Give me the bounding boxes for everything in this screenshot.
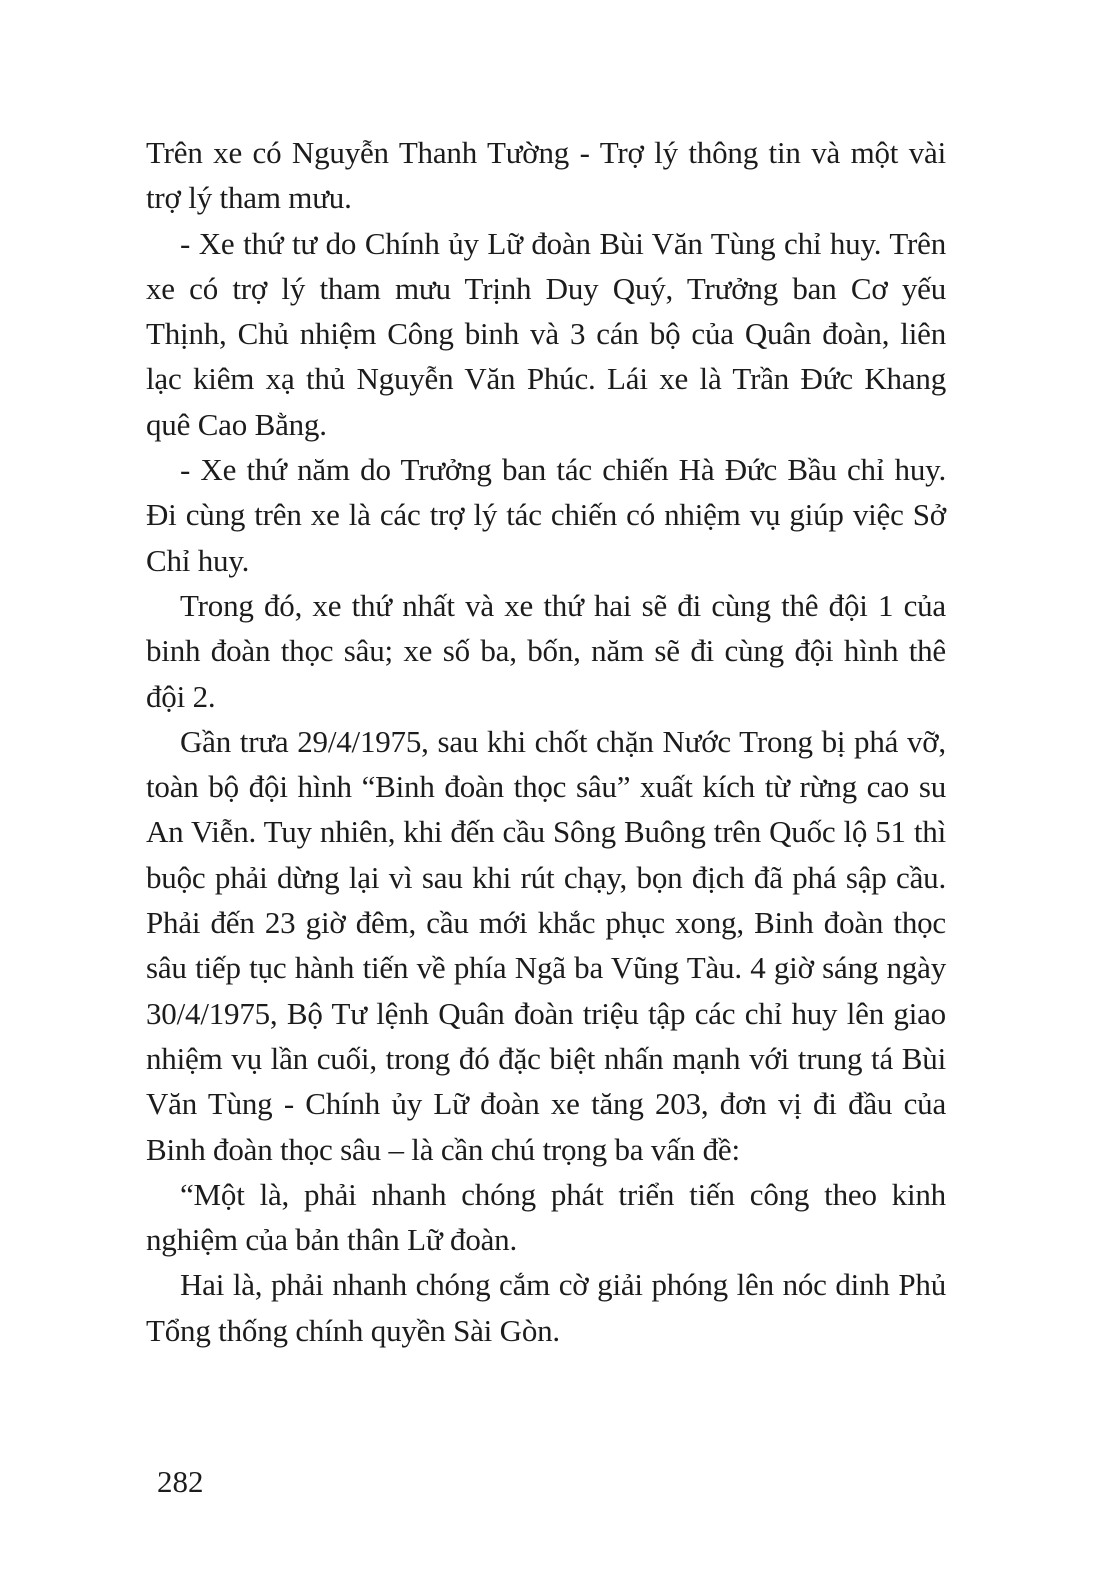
paragraph: - Xe thứ năm do Trưởng ban tác chiến Hà Đức Bầu chỉ huy. Đi cùng trên xe là các trợ lý tác chiến có nhiệm vụ giúp việc Sở Chỉ huy. xyxy=(146,452,946,578)
paragraph: Trên xe có Nguyễn Thanh Tường - Trợ lý thông tin và một vài trợ lý tham mưu. xyxy=(146,135,946,216)
paragraph: Gần trưa 29/4/1975, sau khi chốt chặn Nước Trong bị phá vỡ, toàn bộ đội hình “Binh đoàn thọc sâu” xuất kích từ rừng cao su An Viễn. Tuy nhiên, khi đến cầu Sông Buông trên Quốc lộ 51 thì buộc phải dừng lại vì sau khi rút chạy, bọn địch đã phá sập cầu. Phải đến 23 giờ đêm, cầu mới khắc phục xong, Binh đoàn thọc sâu tiếp tục hành tiến về phía Ngã ba Vũng Tàu. 4 giờ sáng ngày 30/4/1975, Bộ Tư lệnh Quân đoàn triệu tập các chỉ huy lên giao nhiệm vụ lần cuối, trong đó đặc biệt nhấn mạnh với trung tá Bùi Văn Tùng - Chính ủy Lữ đoàn xe tăng 203, đơn vị đi đầu của Binh đoàn thọc sâu – là cần chú trọng ba vấn đề: xyxy=(146,723,946,1167)
page-number: 282 xyxy=(157,1464,204,1499)
paragraph: - Xe thứ tư do Chính ủy Lữ đoàn Bùi Văn Tùng chỉ huy. Trên xe có trợ lý tham mưu Trịnh Duy Quý, Trưởng ban Cơ yếu Thịnh, Chủ nhiệm Công binh và 3 cán bộ của Quân đoàn, liên lạc kiêm xạ thủ Nguyễn Văn Phúc. Lái xe là Trần Đức Khang quê Cao Bằng. xyxy=(146,225,946,442)
paragraph: Trong đó, xe thứ nhất và xe thứ hai sẽ đi cùng thê đội 1 của binh đoàn thọc sâu; xe số ba, bốn, năm sẽ đi cùng đội hình thê đội 2. xyxy=(146,587,946,714)
body-text xyxy=(146,130,946,1353)
paragraph: “Một là, phải nhanh chóng phát triển tiến công theo kinh nghiệm của bản thân Lữ đoàn. xyxy=(146,1176,946,1258)
paragraph: Hai là, phải nhanh chóng cắm cờ giải phóng lên nóc dinh Phủ Tổng thống chính quyền Sài Gòn. xyxy=(146,1267,946,1348)
